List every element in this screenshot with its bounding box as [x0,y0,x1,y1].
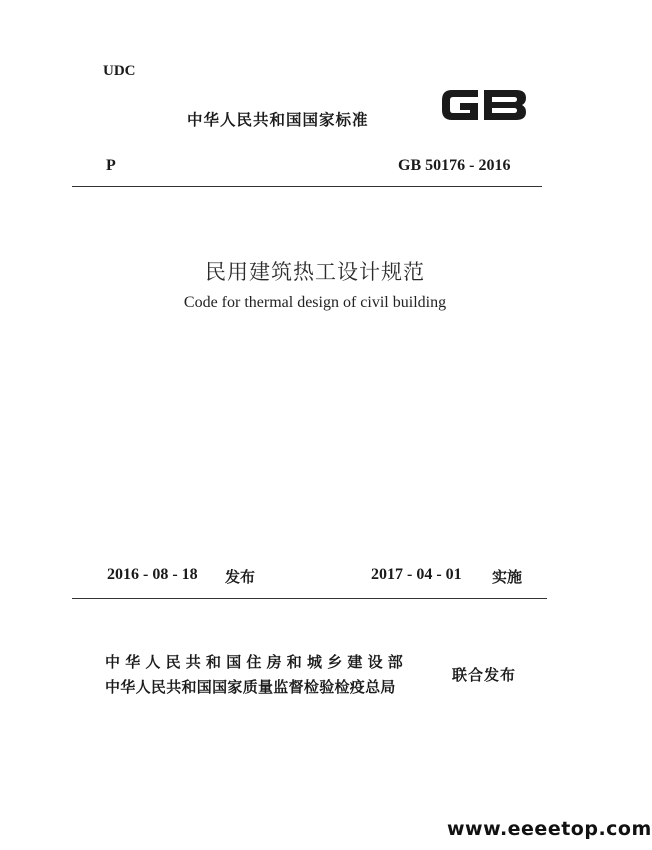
watermark-text: www.eeeetop.com [447,818,652,840]
standard-title: 中华人民共和国国家标准 [187,111,369,129]
gb-logo-icon [438,84,530,126]
issuer-aqsiq: 中华人民共和国国家质量监督检验检疫总局 [105,678,396,696]
standard-number: GB 50176 - 2016 [398,157,511,174]
joint-release-label: 联合发布 [452,666,517,684]
issuer-ministry: 中华人民共和国住房和城乡建设部 [105,653,409,671]
udc-label: UDC [103,63,136,79]
issue-date: 2016 - 08 - 18 [107,566,198,583]
document-title-english: Code for thermal design of civil building [183,294,447,311]
category-code: P [106,157,116,174]
implementation-date: 2017 - 04 - 01 [371,566,462,583]
header-divider [72,186,542,187]
issue-label: 发布 [225,568,256,586]
footer-divider [72,598,547,599]
implementation-label: 实施 [492,568,523,586]
document-title-chinese: 民用建筑热工设计规范 [205,260,425,284]
